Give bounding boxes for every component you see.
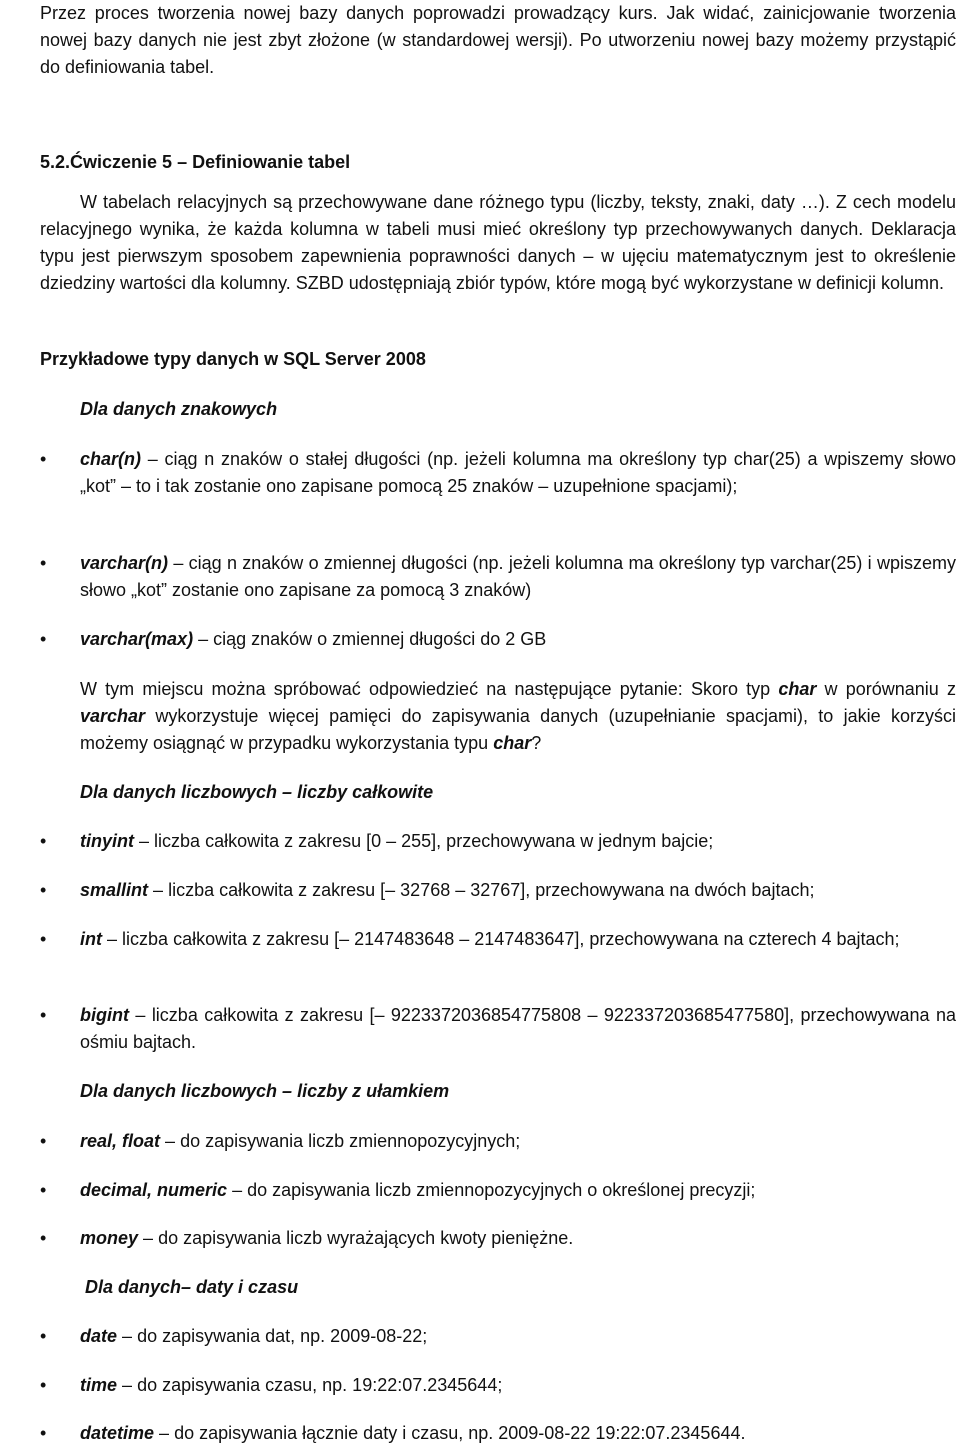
term: smallint	[80, 880, 149, 900]
term-description: ciąg n znaków o zmiennej długości (np. jeżeli kolumna ma określony typ varchar(25) i wpiszemy słowo „kot” zostanie ono zapisane za pomocą 3 znaków)	[80, 553, 956, 600]
section-title: Ćwiczenie 5 – Definiowanie tabel	[70, 152, 351, 172]
bullet: •	[40, 629, 47, 649]
char-group-heading: Dla danych znakowych	[80, 399, 278, 419]
term-description: do zapisywania liczb zmiennopozycyjnych o określonej precyzji;	[247, 1180, 756, 1200]
types-heading: Przykładowe typy danych w SQL Server 2008	[40, 349, 426, 369]
term: tinyint	[80, 831, 134, 851]
term: varchar(n)	[80, 553, 169, 573]
term: date	[80, 1326, 118, 1346]
bullet: •	[40, 1005, 47, 1025]
date-group-heading: Dla danych– daty i czasu	[85, 1277, 299, 1297]
bullet: •	[40, 1131, 47, 1151]
term-description: liczba całkowita z zakresu [– 32768 – 32767], przechowywana na dwóch bajtach;	[168, 880, 815, 900]
term: varchar(max)	[80, 629, 194, 649]
term-description: liczba całkowita z zakresu [0 – 255], przechowywana w jednym bajcie;	[154, 831, 714, 851]
term: bigint	[80, 1005, 129, 1025]
term-description: liczba całkowita z zakresu [– 9223372036854775808 – 922337203685477580], przechowywana na ośmiu bajtach.	[80, 1005, 956, 1052]
bullet: •	[40, 1180, 47, 1200]
document-page: Przez proces tworzenia nowej bazy danych poprowadzi prowadzący kurs. Jak widać, zainicjowanie tworzenia nowej bazy danych nie jest zbyt złożone (w standardowej wersji). Po utworzeniu nowej bazy możemy przystąpić do definiowania tabel. 5.2.Ćwiczenie 5 – Definiowanie tabel W tabelach relacyjnych są przechowywane dane różnego typu (liczby, teksty, znaki, daty …). Z cech modelu relacyjnego wynika, że każda kolumna w tabeli musi mieć określony typ przechowywanych danych. Deklaracja typu jest pierwszym sposobem zapewnienia poprawności danych – w ujęciu matematycznym jest to określenie dziedziny wartości dla kolumny. SZBD udostępniają zbiór typów, które mogą być wykorzystane w definicji kolumn. Przykładowe typy danych w SQL Server 2008 Dla danych znakowych • char(n) – ciąg n znaków o stałej długości (np. jeżeli kolumna ma określony typ char(25) a wpiszemy słowo „kot” – to i tak zostanie ono zapisane pomocą 25 znaków – uzupełnione spacjami); • varchar(n) – ciąg n znaków o zmiennej długości (np. jeżeli kolumna ma określony typ varchar(25) i wpiszemy słowo „kot” zostanie ono zapisane za pomocą 3 znaków) • varchar(max) – ciąg znaków o zmiennej długości do 2 GB W tym miejscu można spróbować odpowiedzieć na następujące pytanie: Skoro typ char w porównaniu z varchar wykorzystuje więcej pamięci do zapisywania danych (uzupełnianie spacjami), to jakie korzyści możemy osiągnąć w przypadku wykorzystania typu char? Dla danych liczbowych – liczby całkowite • tinyint – liczba całkowita z zakresu [0 – 255], przechowywana w jednym bajcie; • smallint – liczba całkowita z zakresu [– 32768 – 32767], przechowywana na dwóch bajtach; • int – liczba całkowita z zakresu [– 2147483648 – 2147483647], przechowywana na czterech 4 bajtach; • bigint – liczba całkowita z zakresu [– 9223372036854775808 – 922337203685477580], przechowywana na ośmiu bajtach. Dla danych liczbowych – liczby z ułamkiem • real, float – do zapisywania liczb zmiennopozycyjnych; • decimal, numeric – do zapisywania liczb zmiennopozycyjnych o określonej precyzji; • money – do zapisywania liczb wyrażających kwoty pieniężne. Dla danych– daty i czasu • date – do zapisywania dat, np. 2009-08-22; • time – do zapisywania czasu, np. 19:22:07.2345644; • datetime – do zapisywania łącznie daty i czasu, np. 2009-08-22 19:22:07.2345644.	[0, 0, 960, 1448]
frac-group-heading: Dla danych liczbowych – liczby z ułamkiem	[80, 1081, 450, 1101]
term: int	[80, 929, 102, 949]
term-description: liczba całkowita z zakresu [– 2147483648 – 2147483647], przechowywana na czterech 4 bajtach;	[122, 929, 900, 949]
term-description: ciąg n znaków o stałej długości (np. jeżeli kolumna ma określony typ char(25) a wpiszemy słowo „kot” – to i tak zostanie ono zapisane pomocą 25 znaków – uzupełnione spacjami);	[80, 449, 956, 496]
term-description: do zapisywania łącznie daty i czasu, np. 2009-08-22 19:22:07.2345644.	[174, 1423, 746, 1443]
bullet: •	[40, 1228, 47, 1248]
bullet: •	[40, 831, 47, 851]
term: char(n)	[80, 449, 142, 469]
bullet: •	[40, 1423, 47, 1443]
section-heading	[40, 149, 350, 176]
term-description: do zapisywania liczb zmiennopozycyjnych;	[180, 1131, 521, 1151]
term: datetime	[80, 1423, 155, 1443]
term-description: do zapisywania liczb wyrażających kwoty pieniężne.	[158, 1228, 574, 1248]
intro-paragraph: Przez proces tworzenia nowej bazy danych poprowadzi prowadzący kurs. Jak widać, zainicjowanie tworzenia nowej bazy danych nie jest zbyt złożone (w standardowej wersji). Po utworzeniu nowej bazy możemy przystąpić do definiowania tabel.	[40, 3, 956, 77]
term: time	[80, 1375, 118, 1395]
term-description: do zapisywania czasu, np. 19:22:07.2345644;	[137, 1375, 503, 1395]
bullet: •	[40, 1326, 47, 1346]
question-paragraph: W tym miejscu można spróbować odpowiedzieć na następujące pytanie: Skoro typ char w porównaniu z varchar wykorzystuje więcej pamięci do zapisywania danych (uzupełnianie spacjami), to jakie korzyści możemy osiągnąć w przypadku wykorzystania typu char?	[80, 679, 956, 753]
bullet: •	[40, 1375, 47, 1395]
term-description: ciąg znaków o zmiennej długości do 2 GB	[213, 629, 547, 649]
term: decimal, numeric	[80, 1180, 228, 1200]
term: real, float	[80, 1131, 161, 1151]
int-group-heading: Dla danych liczbowych – liczby całkowite	[80, 782, 434, 802]
term-description: do zapisywania dat, np. 2009-08-22;	[137, 1326, 428, 1346]
bullet: •	[40, 880, 47, 900]
bullet: •	[40, 449, 47, 469]
bullet: •	[40, 553, 47, 573]
section-number: 5.2.	[40, 152, 71, 172]
bullet: •	[40, 929, 47, 949]
types-paragraph: W tabelach relacyjnych są przechowywane dane różnego typu (liczby, teksty, znaki, daty …). Z cech modelu relacyjnego wynika, że każda kolumna w tabeli musi mieć określony typ przechowywanych danych. Deklaracja typu jest pierwszym sposobem zapewnienia poprawności danych – w ujęciu matematycznym jest to określenie dziedziny wartości dla kolumny. SZBD udostępniają zbiór typów, które mogą być wykorzystane w definicji kolumn.	[40, 192, 956, 293]
term: money	[80, 1228, 139, 1248]
